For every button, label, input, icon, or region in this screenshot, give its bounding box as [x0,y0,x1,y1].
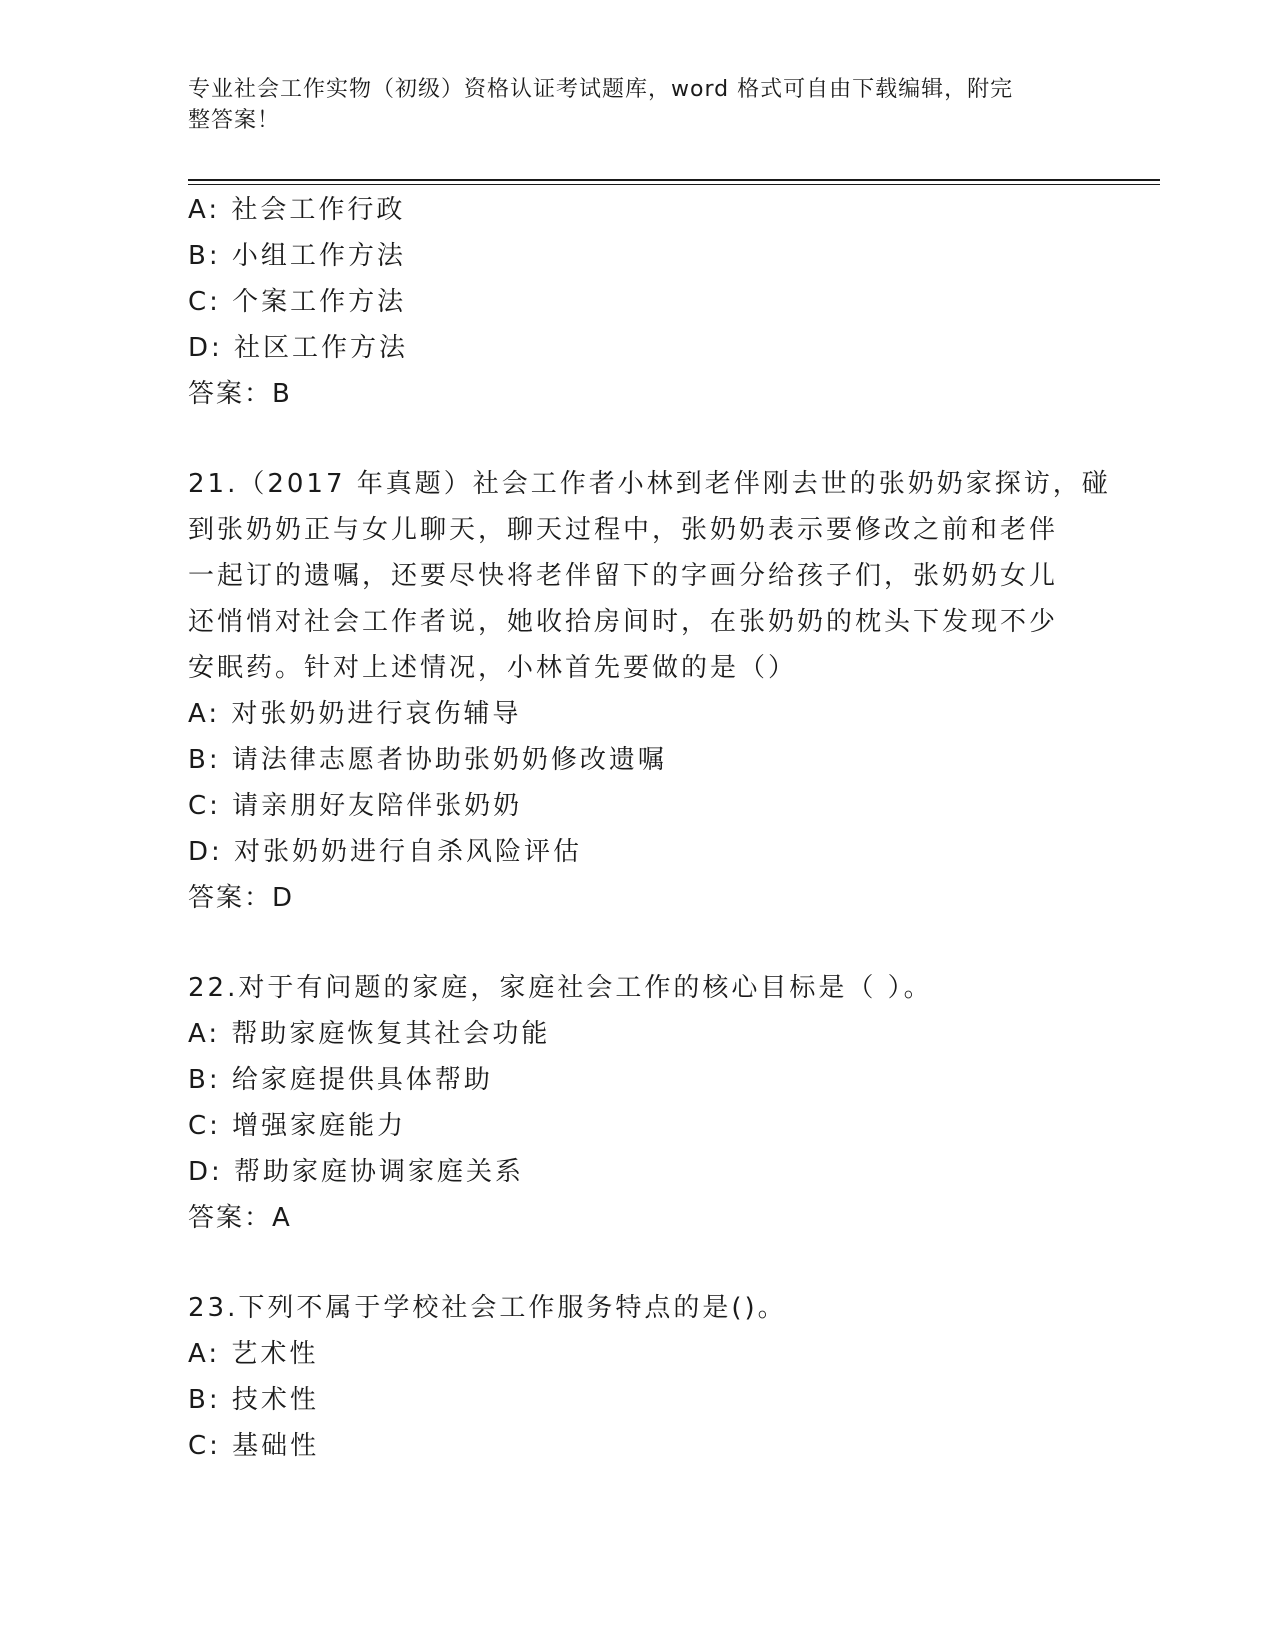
question-23 [188,1285,1088,1469]
question-list [188,187,1111,1469]
question-21 [188,461,1111,921]
option-c: C: 基础性 [188,1431,320,1461]
document-header [188,74,1068,136]
answer-line: 答案：B [188,379,292,409]
question-stem-line: 安眠药。针对上述情况，小林首先要做的是（） [188,653,798,683]
header-rule-thin [188,184,1160,185]
answer-line: 答案：A [188,1203,292,1233]
option-b: B: 小组工作方法 [188,241,406,271]
option-d: D: 对张奶奶进行自杀风险评估 [188,837,583,867]
option-b: B: 技术性 [188,1385,319,1415]
header-rule-thick [188,179,1160,181]
question-stem-line: 21.（2017 年真题）社会工作者小林到老伴刚去世的张奶奶家探访，碰 [188,469,1111,499]
header-line-1: 专业社会工作实物（初级）资格认证考试题库，word 格式可自由下载编辑，附完 [188,77,1014,102]
question-stem: 23.下列不属于学校社会工作服务特点的是()。 [188,1293,787,1323]
option-c: C: 增强家庭能力 [188,1111,407,1141]
option-a: A: 艺术性 [188,1339,319,1369]
option-c: C: 请亲朋好友陪伴张奶奶 [188,791,523,821]
option-d: D: 社区工作方法 [188,333,409,363]
question-22 [188,965,1088,1241]
option-a: A: 社会工作行政 [188,195,406,225]
question-20-continued [188,187,1088,417]
option-d: D: 帮助家庭协调家庭关系 [188,1157,525,1187]
option-c: C: 个案工作方法 [188,287,407,317]
question-stem: 22.对于有问题的家庭，家庭社会工作的核心目标是（ ）。 [188,973,933,1003]
option-b: B: 给家庭提供具体帮助 [188,1065,493,1095]
question-stem-line: 一起订的遗嘱，还要尽快将老伴留下的字画分给孩子们，张奶奶女儿 [188,561,1059,591]
question-stem-line: 到张奶奶正与女儿聊天，聊天过程中，张奶奶表示要修改之前和老伴 [188,515,1059,545]
option-a: A: 帮助家庭恢复其社会功能 [188,1019,551,1049]
option-b: B: 请法律志愿者协助张奶奶修改遗嘱 [188,745,667,775]
question-stem-line: 还悄悄对社会工作者说，她收拾房间时，在张奶奶的枕头下发现不少 [188,607,1059,637]
option-a: A: 对张奶奶进行哀伤辅导 [188,699,522,729]
answer-line: 答案：D [188,883,295,913]
header-line-2: 整答案！ [188,108,281,133]
